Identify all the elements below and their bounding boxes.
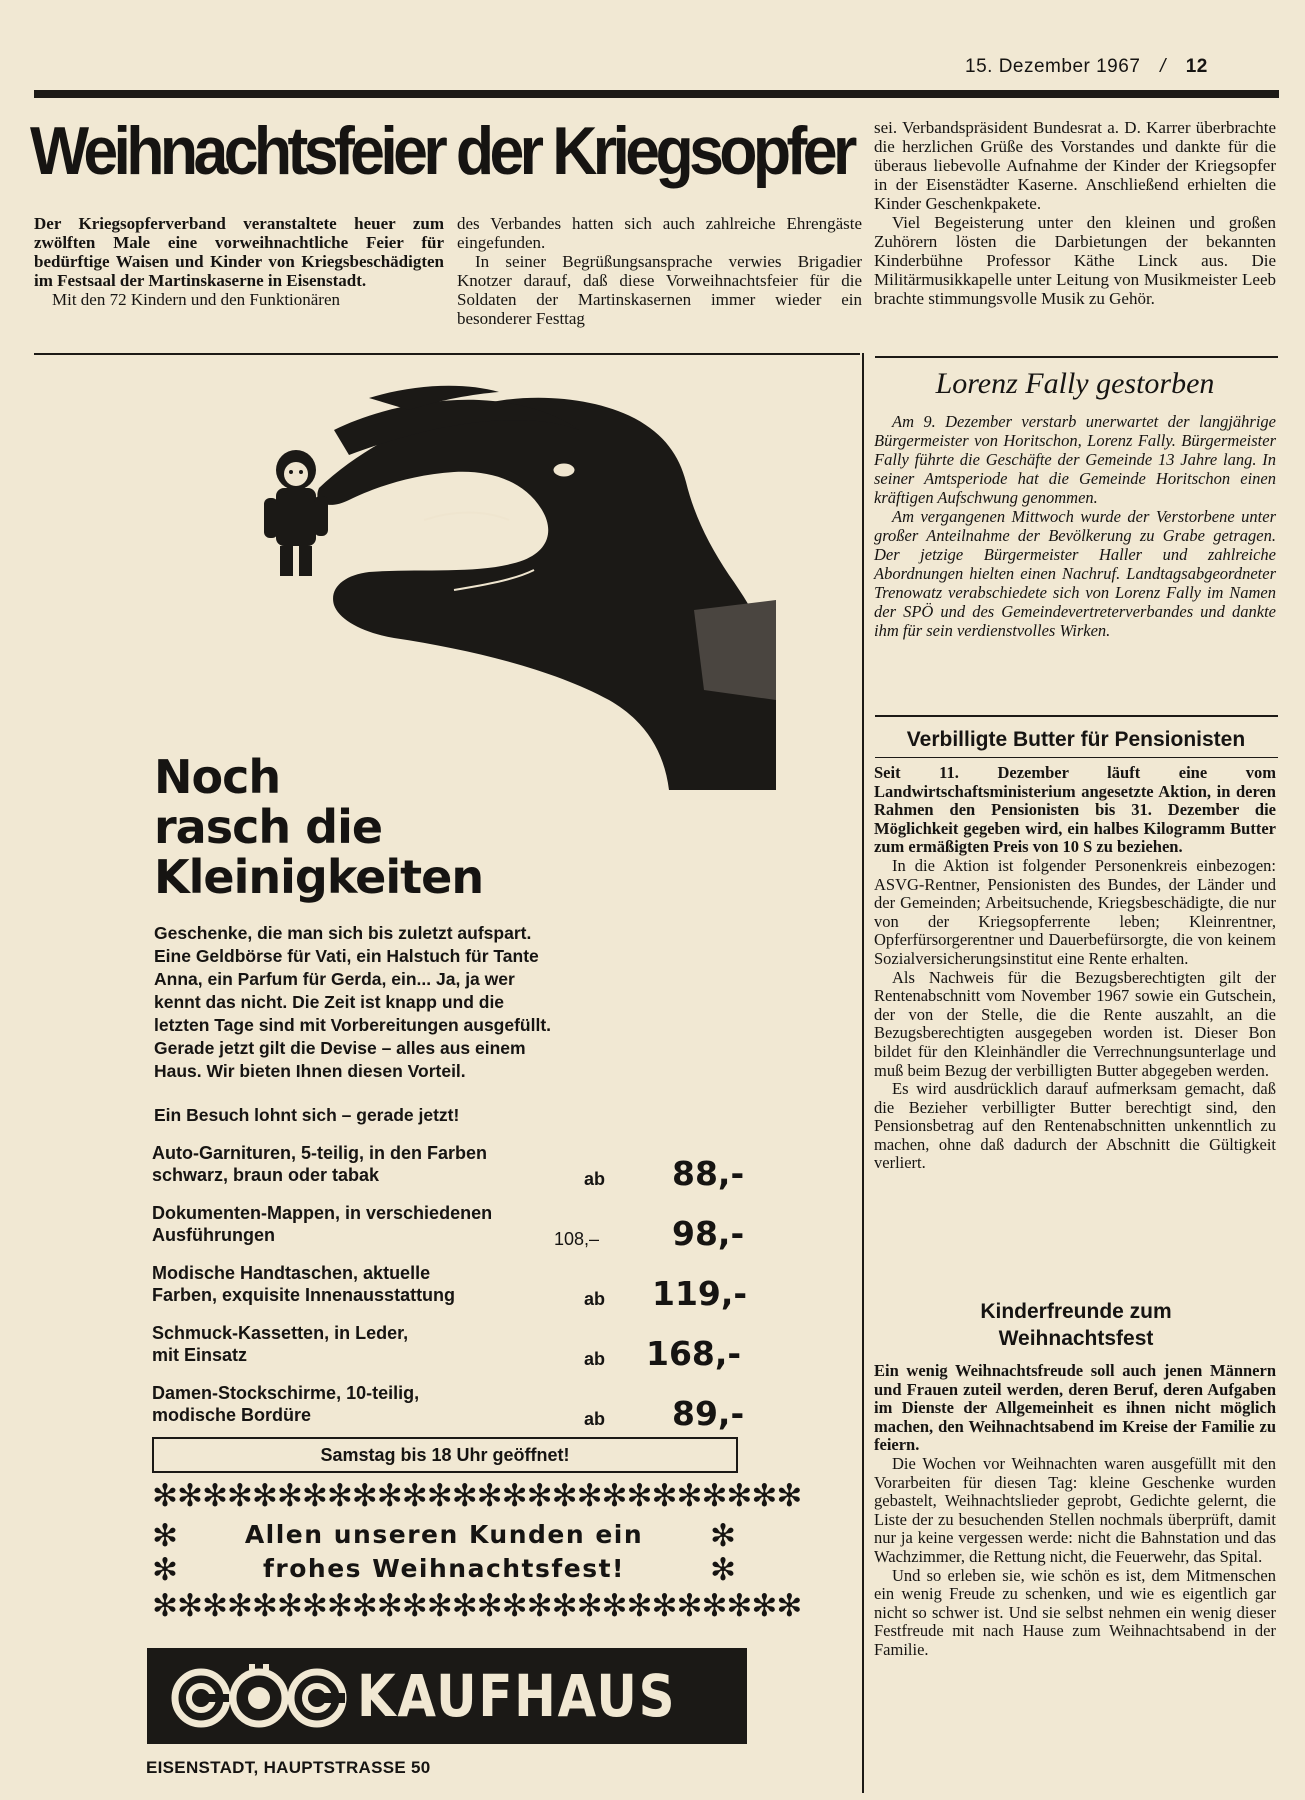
page-header [965, 56, 1208, 78]
star-icon: ✻ [152, 1518, 177, 1554]
item-price: 119,- [652, 1274, 748, 1313]
page-number: 12 [1185, 56, 1208, 77]
item-description: aktuelle [358, 1263, 431, 1283]
item-description: 10-teilig, [341, 1383, 420, 1403]
article-paragraph: In die Aktion ist folgender Personenkreis einbezogen: ASVG-Rentner, Pensionisten des Bundes, der Länder und der Gemeinden; Arbeitsuchende, Kriegsbeschädigte, die nur von der Kriegsopferrente leben; Kleinrentner, Opferfürsorgerentner und Dauerbefürsorgte, die von keinem Sozialversicherungsinstitut eine Rente erhalten. [874, 855, 1276, 968]
article-paragraph: Als Nachweis für die Bezugsberechtigten gilt der Rentenabschnitt vom November 1967 sowie ein Gutschein, der von der Stelle, die die Rente auszahlt, an die Bezugsberechtigten ausgegeben worden ist. Dieser Bon bildet für den Kleinhändler die Verrechnungsunterlage und muß beim Bezug der verbilligten Butter abgegeben werden. [874, 967, 1276, 1080]
article-lead: Ein wenig Weihnachtsfreude soll auch jenen Männern und Frauen zuteil werden, deren Beruf, deren Aufgaben im Dienste der Allgemeinheit es ihnen nicht möglich machen, den Weihnachtsabend im Kreise der Familie zu feiern. [874, 1361, 1276, 1455]
article-paragraph: Die Wochen vor Weihnachten waren ausgefüllt mit den Vorarbeiten für diesen Tag: kleine Geschenke wurden gebastelt, Weihnachtslieder geprobt, Gedichte gelernt, die Liste der zu besuchenden Stellen nochmals überprüft, damit nur ja keine vergessen werde: nicht die Bahnstation und das Wachzimmer, die Rettung nicht, die Feuerwehr, das Spital. [874, 1453, 1276, 1566]
opening-hours-box: Samstag bis 18 Uhr geöffnet! [152, 1437, 738, 1473]
item-description-2: mit Einsatz [152, 1345, 248, 1365]
price-item [152, 1142, 772, 1200]
goc-logo-icon [169, 1662, 349, 1732]
item-name: Modische Handtaschen, [152, 1263, 359, 1283]
star-icon: ✻ [710, 1518, 735, 1554]
item-description-2: Ausführungen [152, 1225, 275, 1245]
article-paragraph: Am 9. Dezember verstarb unerwartet der langjährige Bürgermeister von Horitschon, Lorenz Fally. Bürgermeister Fally führte die Geschäfte der Gemeinde 13 Jahre lang. In seiner Amtsperiode hat die Gemeinde Horitschon einen kräftigen Aufschwung genommen. [874, 412, 1276, 507]
item-price: 98,- [672, 1214, 745, 1253]
ad-headline-line-3: Kleinigkeiten [154, 850, 484, 904]
item-description-2: Farben, exquisite Innenausstattung [152, 1285, 456, 1305]
article-paragraph: des Verbandes hatten sich auch zahlreiche Ehrengäste eingefunden. [457, 214, 862, 252]
item-price-prefix: ab [584, 1349, 606, 1369]
butter-text [874, 764, 1276, 1173]
obituary-title: Lorenz Fally gestorben [935, 367, 1215, 400]
star-border-top: ✻✻✻✻✻✻✻✻✻✻✻✻✻✻✻✻✻✻✻✻✻✻✻✻✻✻ [152, 1478, 802, 1514]
item-description: in Leder, [329, 1323, 409, 1343]
logo-text: KAUFHAUS [357, 1662, 677, 1730]
price-item [152, 1202, 772, 1260]
kinderfreunde-text [874, 1362, 1276, 1660]
ad-greeting [184, 1518, 704, 1586]
ad-headline-line-2: rasch die [154, 800, 383, 854]
ad-visit-line: Ein Besuch lohnt sich – gerade jetzt! [154, 1105, 460, 1125]
item-name: Auto-Garnituren, [152, 1143, 296, 1163]
article-paragraph: Mit den 72 Kindern und den Funktionären [52, 290, 341, 309]
article-column-2 [457, 214, 862, 328]
article-paragraph: Viel Begeisterung unter den kleinen und großen Zuhörern lösten die Darbietungen der bekannten Kinderbühne Professor Käthe Linck aus. Die Militärmusikkapelle unter Leitung von Musikmeister Leeb brachte stimmungsvolle Musik zu Gehör. [874, 213, 1276, 308]
article-paragraph: sei. Verbandspräsident Bundesrat a. D. Karrer überbrachte die herzlichen Grüße des Vorstandes und dankte für die überaus liebevolle Aufnahme der Kinder der Kriegsopfer in der Eisenstädter Kaserne. Anschließend erhielten die Kinder Geschenkpakete. [874, 118, 1276, 213]
hand-illustration [224, 370, 784, 790]
ad-headline [154, 752, 674, 902]
obituary-text [874, 412, 1276, 640]
item-price-prefix: 108,– [554, 1229, 600, 1249]
item-price-prefix: ab [584, 1409, 606, 1429]
article-paragraph: Am vergangenen Mittwoch wurde der Verstorbene unter großer Anteilnahme der Bevölkerung zu Grabe getragen. Der jetzige Bürgermeister Haller und zahlreiche Abordnungen hielten einen Nachruf. Landtagsabgeordneter Trenowatz verabschiedete sich von Lorenz Fally im Namen der SPÖ und des Gemeindevertreterverbandes und dankte ihm für sein verdienstvolles Wirken. [874, 507, 1276, 640]
item-description-2: schwarz, braun oder tabak [152, 1165, 380, 1185]
star-border-bottom: ✻✻✻✻✻✻✻✻✻✻✻✻✻✻✻✻✻✻✻✻✻✻✻✻✻✻ [152, 1588, 802, 1624]
kaufhaus-advertisement [34, 360, 860, 1790]
article-paragraph: In seiner Begrüßungsansprache verwies Brigadier Knotzer darauf, daß diese Vorweihnachtsfeier für die Soldaten der Martinskasernen immer wieder ein besonderer Festtag [457, 252, 862, 328]
article-paragraph: Und so erleben sie, wie schön es ist, dem Mitmenschen ein wenig Freude zu schenken, und wie es eigentlich gar nicht so schwer ist. Und sie selbst nehmen ein wenig dieser Festfreude mit nach Hause zum Weihnachtsabend in der Familie. [874, 1565, 1276, 1659]
section-divider [875, 757, 1278, 758]
article-column-3 [874, 118, 1276, 308]
item-name: Dokumenten-Mappen, [152, 1203, 341, 1223]
section-divider [875, 356, 1278, 358]
article-column-1 [34, 214, 444, 309]
item-name: Schmuck-Kassetten, [152, 1323, 330, 1343]
article-lead: Der Kriegsopferverband veranstaltete heuer zum zwölften Male eine vorweihnachtliche Feier für bedürftige Waisen und Kinder von Kriegsbeschädigten im Festsaal der Martinskaserne in Eisenstadt. [34, 214, 444, 290]
price-item [152, 1262, 772, 1320]
article-paragraph: Es wird ausdrücklich darauf aufmerksam gemacht, daß die Bezieher verbilligter Butter berechtigt sind, den Pensionsbetrag auf den Rentenabschnitten unkenntlich zu machen, ohne daß dadurch der Abschnitt die Gültigkeit verliert. [874, 1079, 1276, 1173]
ad-headline-line-1: Noch [154, 750, 281, 804]
ad-greeting-line-2: frohes Weihnachtsfest! [263, 1554, 625, 1583]
kinderfreunde-title-line-2: Weihnachtsfest [998, 1327, 1154, 1350]
item-description: in verschiedenen [340, 1203, 493, 1223]
star-icon: ✻ [710, 1552, 735, 1588]
butter-title: Verbilligte Butter für Pensionisten [906, 728, 1246, 751]
price-item [152, 1322, 772, 1380]
kaufhaus-logo [147, 1648, 747, 1744]
item-price-prefix: ab [584, 1289, 606, 1309]
article-lead: Seit 11. Dezember läuft eine vom Landwirtschaftsministerium angesetzte Aktion, in deren Rahmen den Pensionisten bis 31. Dezember die Möglichkeit gegeben wird, ein halbes Kilogramm Butter zum ermäßigten Preis von 10 S zu beziehen. [874, 763, 1276, 857]
kinderfreunde-title-line-1: Kinderfreunde zum [980, 1300, 1172, 1323]
section-divider [875, 715, 1278, 717]
issue-date: 15. Dezember 1967 [965, 56, 1141, 77]
store-address: EISENSTADT, HAUPTSTRASSE 50 [146, 1758, 431, 1777]
item-description-2: modische Bordüre [152, 1405, 312, 1425]
item-name: Damen-Stockschirme, [152, 1383, 342, 1403]
item-price: 88,- [672, 1154, 745, 1193]
star-icon: ✻ [152, 1552, 177, 1588]
item-price: 89,- [672, 1394, 745, 1433]
ad-greeting-line-1: Allen unseren Kunden ein [244, 1520, 644, 1549]
header-separator: / [1160, 56, 1166, 77]
item-price: 168,- [646, 1334, 742, 1373]
article-title: Weihnachtsfeier der Kriegsopfer [30, 113, 853, 189]
section-divider [34, 353, 860, 355]
ad-body: Geschenke, die man sich bis zuletzt aufspart. Eine Geldbörse für Vati, ein Halstuch für Tante Anna, ein Parfum für Gerda, ein... Ja, ja wer kennt das nicht. Die Zeit ist knapp und die letzten Tage sind mit Vorbereitungen ausgefüllt. Gerade jetzt gilt die Devise – alles aus einem Haus. Wir bieten Ihnen diesen Vorteil. [154, 923, 552, 1081]
header-rule [34, 90, 1279, 98]
item-price-prefix: ab [584, 1169, 606, 1189]
kinderfreunde-title [875, 1298, 1277, 1352]
column-divider [862, 353, 864, 1793]
item-description: 5-teilig, in den Farben [296, 1143, 488, 1163]
price-item [152, 1382, 772, 1440]
